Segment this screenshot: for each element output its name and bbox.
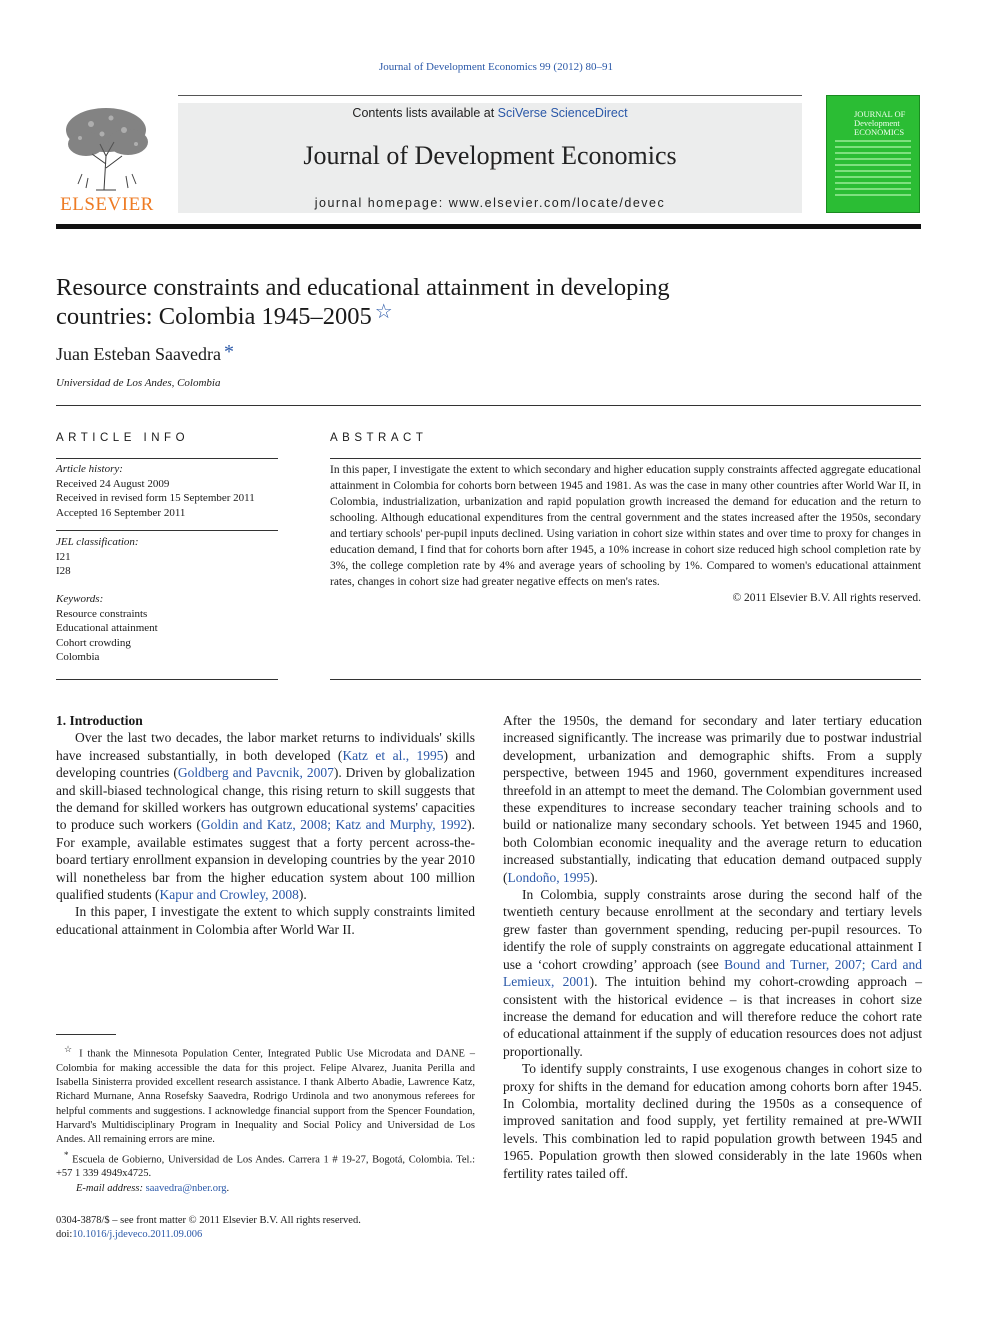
sciencedirect-link[interactable]: SciVerse ScienceDirect [497,106,628,120]
footnote-acknowledgement: ☆ I thank the Minnesota Population Center, Integrated Public Use Microdata and DANE – Colombia for making accessible the data for this project. Felipe Alvarez, Juanita Perilla and Isabella Sinisterra provided excellent research assistance. I thank Alberto Abadie, Lawrence Katz, Richard Murnane, Anna Rosefsky Saavedra, Rodrigo Urdinola and two anonymous referees for helpful comments and suggestions. I acknowledge financial support from the Spencer Foundation, Harvard's Multidisciplinary Program in Inequality and Social Policy and Universidad de Los Andes. All remaining errors are mine. [56,1044,476,1146]
abstract-text: In this paper, I investigate the extent to which secondary and higher education supply constraints affected aggregate educational attainment in Colombia for cohorts born between 1945 and 1981. As was the case in many other countries after World War II, in Colombia, industrialization, urbanization and rapid population growth increased the demand for education and the return to schooling. Although educational expenditures from the central government and the states increased after the 1950s, secondary and tertiary schools' per-pupil inputs declined. Using variation in cohort size within states and over time to proxy for changes in education demand, I find that for cohorts born after 1945, a 10% increase in cohort size reduced high school completion rate by 3%, the college completion rate by 4% and average years of schooling by 1%. Compared to women's educational attainment rates, changes in cohort size had greater negative effects on men's rates. [330,464,921,588]
history-rule [56,530,278,531]
keyword: Educational attainment [56,622,158,634]
jel-label: JEL classification: [56,536,139,548]
abstract-bottom-rule [330,679,921,680]
journal-homepage[interactable]: journal homepage: www.elsevier.com/locate/devec [314,196,666,210]
history-item: Received in revised form 15 September 2011 [56,492,255,504]
cover-title [854,110,914,137]
history-item: Received 24 August 2009 [56,477,170,490]
cover-contents-lines [835,140,911,200]
paragraph: After the 1950s, the demand for secondary and later tertiary education increased significantly. The increase was primarily due to postwar industrial development, urbanization and demographic shifts. From a supply perspective, between 1945 and 1960, government expenditures increased threefold in an attempt to meet the demand. The Colombian government used these expenditures to increase secondary teacher training schools and to build or nationalize many secondary schools. Yet between 1945 and 1960, both Colombian economic inequality and the average return to education increased substantially, indicating that education demand outpaced supply (Londoño, 1995). [503,713,922,885]
title-line-1: Resource constraints and educational attainment in developing [56,274,670,301]
history-label: Article history: [56,463,123,475]
footnotes [56,1042,475,1196]
jel-code: I28 [56,565,71,577]
body-right-column [503,712,922,1182]
elsevier-logo [56,104,158,216]
citation-link[interactable]: Goldberg and Pavcnik, 2007 [177,765,334,781]
cover-title-line: ECONOMICS [854,127,905,137]
citation-link[interactable]: Katz et al., 1995 [342,747,444,763]
contents-prefix: Contents lists available at [352,106,498,120]
keyword: Cohort crowding [56,636,131,649]
article-title [56,273,756,331]
abstract-heading: ABSTRACT [330,432,428,444]
publisher-wordmark: ELSEVIER [60,194,154,215]
paragraph: In this paper, I investigate the extent to which supply constraints limited educational attainment in Colombia after World War II. [56,904,475,937]
article-info-rule [56,458,278,459]
jel-classification [56,535,278,579]
cover-title-line: Development [854,118,900,128]
journal-cover-thumbnail[interactable] [826,95,920,213]
keywords [56,592,278,665]
paragraph: In Colombia, supply constraints arose during the second half of the twentieth century because enrollment at the secondary and tertiary levels grew faster than government spending, reducing per-pupil resources. To identify the role of supply constraints on aggregate educational attainment I use a ‘cohort crowding’ approach (see Bound and Turner, 2007; Card and Lemieux, 2001). The intuition behind my cohort-crowding approach – consistent with the historical evidence – is that increases in cohort size increase the demand for education and will therefore reduce the cohort rate of educational attainment if the supply of education resources does not adjust proportionally. [503,887,922,1059]
citation-link[interactable]: Goldin and Katz, 2008; Katz and Murphy, 1992 [200,817,468,833]
footnote-author-address: * Escuela de Gobierno, Universidad de Los Andes. Carrera 1 # 19-27, Bogotá, Colombia. Tel.: +57 1 339 4949x4725. [56,1149,476,1180]
abstract-copyright: © 2011 Elsevier B.V. All rights reserved. [732,592,921,604]
citation-link[interactable]: Londoño, 1995 [507,869,590,885]
footnote-email: E-mail address: saavedra@nber.org. [76,1182,230,1194]
tree-icon [56,104,158,192]
jel-code: I21 [56,550,71,563]
author-name [56,341,234,367]
title-line-2: countries: Colombia 1945–2005 [56,303,372,330]
banner-top-rule [178,95,802,96]
history-item: Accepted 16 September 2011 [56,506,186,519]
article-info-bottom-rule [56,679,278,680]
keyword: Colombia [56,651,100,663]
issn-line: 0304-3878/$ – see front matter © 2011 Elsevier B.V. All rights reserved. [56,1215,361,1226]
doi-link[interactable]: 10.1016/j.jdeveco.2011.09.006 [72,1229,203,1240]
paragraph: Over the last two decades, the labor market returns to individuals' skills have increased substantially, in both developed (Katz et al., 1995) and developing countries (Goldberg and Pavcnik, 2007). Driven by globalization and skill-biased technological change, this rising return to skill suggests that the demand for skilled workers has outgrown educational systems' capacities to produce such workers (Goldin and Katz, 2008; Katz and Murphy, 1992). For example, available estimates suggest that a forty percent across-the-board tertiary enrollment expansion in developing countries by the year 2010 will nonetheless bar from the higher education system about 100 million qualified students (Kapur and Crowley, 2008). [56,730,476,903]
citation-link[interactable]: Bound and Turner, 2007; Card and Lemieux, 2001 [503,956,922,990]
header-rule [56,224,921,229]
article-history [56,462,278,520]
contents-availability [178,106,802,120]
journal-name: Journal of Development Economics [303,141,677,170]
keywords-label: Keywords: [56,593,104,605]
title-divider [56,405,921,406]
citation-link[interactable]: Kapur and Crowley, 2008 [159,887,299,903]
keyword: Resource constraints [56,607,148,620]
section-heading: 1. Introduction [56,713,143,728]
journal-banner [178,103,802,213]
email-label: E-mail address: [76,1182,143,1194]
author-footnote-asterisk-icon[interactable]: * [223,341,234,363]
front-matter-meta [56,1214,475,1242]
body-left-column [56,712,475,938]
abstract-body [330,462,921,606]
paragraph: To identify supply constraints, I use exogenous changes in cohort size to proxy for shifts in the demand for education among cohorts born after 1945. In Colombia, mortality declined during the 1950s as a consequence of improved sanitation and food supply, yet fertility remained at pre-WWII levels. This combination led to rapid population growth between 1945 and 1965. Population growth then slowed considerably in the late 1960s when fertility rates tailed off. [503,1061,922,1181]
title-footnote-star-icon[interactable]: ☆ [374,301,393,323]
journal-citation-link[interactable]: Journal of Development Economics 99 (2012) 80–91 [378,61,613,73]
author-text: Juan Esteban Saavedra [56,344,221,364]
article-info-heading: ARTICLE INFO [56,432,190,444]
email-link[interactable]: saavedra@nber.org [145,1182,227,1194]
doi-line: doi:10.1016/j.jdeveco.2011.09.006 [56,1229,203,1240]
abstract-rule [330,458,921,459]
cover-title-line: JOURNAL OF [854,109,906,119]
footnote-rule [56,1034,116,1035]
footnote-star-icon: ☆ [64,1044,75,1054]
author-affiliation: Universidad de Los Andes, Colombia [56,377,221,389]
footnote-asterisk-icon: * [64,1149,69,1160]
